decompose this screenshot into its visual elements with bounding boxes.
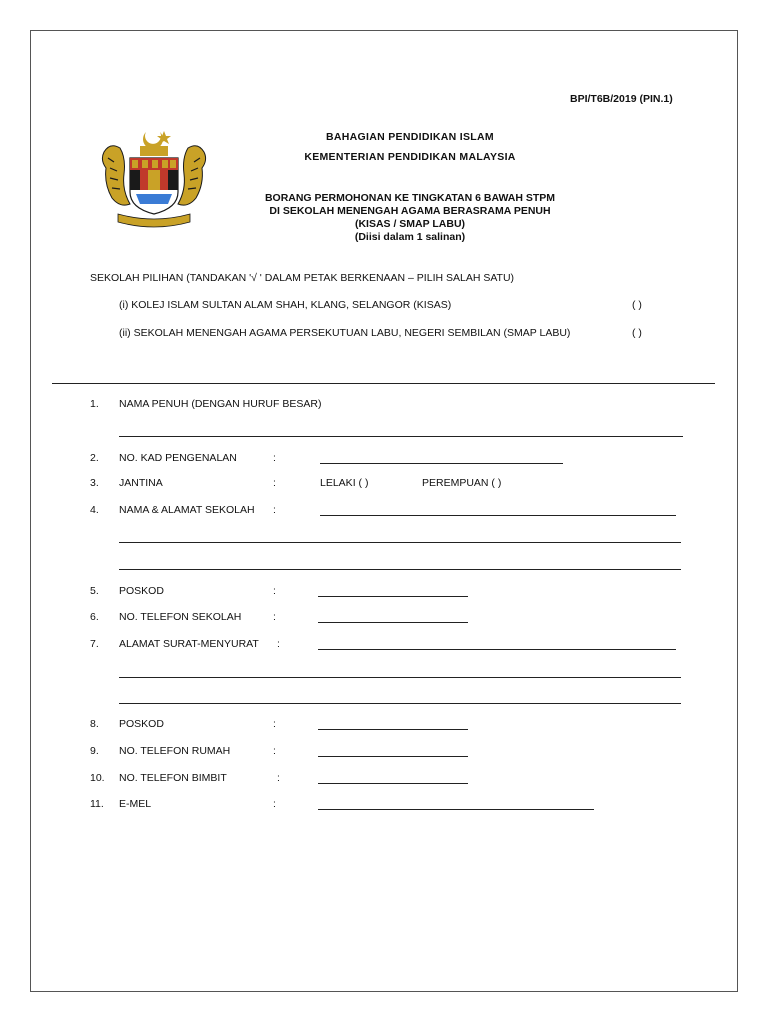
- gender-label: JANTINA: [119, 477, 163, 489]
- field-number: 11.: [90, 798, 104, 810]
- field-number: 2.: [90, 452, 99, 464]
- field-number: 6.: [90, 611, 99, 623]
- field-number: 9.: [90, 745, 99, 757]
- colon: :: [273, 585, 276, 597]
- school-phone-field[interactable]: [318, 622, 468, 623]
- home-phone-label: NO. TELEFON RUMAH: [119, 745, 231, 757]
- school-phone-label: NO. TELEFON SEKOLAH: [119, 611, 242, 623]
- school-postcode-field[interactable]: [318, 596, 468, 597]
- school-address-field-1[interactable]: [320, 515, 676, 516]
- field-number: 3.: [90, 477, 99, 489]
- colon: :: [273, 718, 276, 730]
- ic-number-label: NO. KAD PENGENALAN: [119, 452, 237, 464]
- field-number: 8.: [90, 718, 99, 730]
- document-code: BPI/T6B/2019 (PIN.1): [570, 93, 673, 105]
- mobile-phone-field[interactable]: [318, 783, 468, 784]
- header-line-2: KEMENTERIAN PENDIDIKAN MALAYSIA: [304, 151, 516, 163]
- mailing-address-field-1[interactable]: [318, 649, 676, 650]
- postcode-field[interactable]: [318, 729, 468, 730]
- mailing-address-field-2[interactable]: [119, 677, 681, 678]
- colon: :: [273, 477, 276, 489]
- field-number: 10.: [90, 772, 105, 784]
- colon: :: [277, 772, 280, 784]
- form-title-line-1: BORANG PERMOHONAN KE TINGKATAN 6 BAWAH STPM: [264, 192, 556, 204]
- form-title-line-3: (KISAS / SMAP LABU): [354, 218, 466, 230]
- header-line-1: BAHAGIAN PENDIDIKAN ISLAM: [326, 131, 494, 143]
- form-title-line-2: DI SEKOLAH MENENGAH AGAMA BERASRAMA PENUH: [269, 205, 551, 217]
- school-address-field-3[interactable]: [119, 569, 681, 570]
- full-name-field[interactable]: [119, 436, 683, 437]
- field-number: 1.: [90, 398, 99, 410]
- malaysia-coat-of-arms-icon: [96, 128, 212, 232]
- mailing-address-field-3[interactable]: [119, 703, 681, 704]
- postcode-label: POSKOD: [119, 718, 164, 730]
- mailing-address-label: ALAMAT SURAT-MENYURAT: [119, 638, 259, 650]
- checkbox-smap-labu[interactable]: ( ): [632, 327, 642, 339]
- colon: :: [277, 638, 280, 650]
- school-option-kisas: (i) KOLEJ ISLAM SULTAN ALAM SHAH, KLANG, SELANGOR (KISAS): [119, 299, 452, 311]
- checkbox-female[interactable]: PEREMPUAN ( ): [422, 477, 502, 489]
- email-label: E-MEL: [119, 798, 152, 810]
- home-phone-field[interactable]: [318, 756, 468, 757]
- full-name-label: NAMA PENUH (DENGAN HURUF BESAR): [119, 398, 322, 410]
- section-divider: [52, 383, 715, 384]
- colon: :: [273, 452, 276, 464]
- checkbox-male[interactable]: LELAKI ( ): [320, 477, 369, 489]
- colon: :: [273, 745, 276, 757]
- checkbox-kisas[interactable]: ( ): [632, 299, 642, 311]
- field-number: 5.: [90, 585, 99, 597]
- mobile-phone-label: NO. TELEFON BIMBIT: [119, 772, 227, 784]
- colon: :: [273, 611, 276, 623]
- email-field[interactable]: [318, 809, 594, 810]
- form-title-line-4: (Diisi dalam 1 salinan): [354, 231, 466, 243]
- colon: :: [273, 504, 276, 516]
- school-address-field-2[interactable]: [119, 542, 681, 543]
- school-option-smap-labu: (ii) SEKOLAH MENENGAH AGAMA PERSEKUTUAN LABU, NEGERI SEMBILAN (SMAP LABU): [119, 327, 571, 339]
- field-number: 7.: [90, 638, 99, 650]
- school-choice-heading: SEKOLAH PILIHAN (TANDAKAN '√ ' DALAM PETAK BERKENAAN – PILIH SALAH SATU): [90, 272, 515, 284]
- school-name-address-label: NAMA & ALAMAT SEKOLAH: [119, 504, 255, 516]
- school-postcode-label: POSKOD: [119, 585, 164, 597]
- field-number: 4.: [90, 504, 99, 516]
- colon: :: [273, 798, 276, 810]
- ic-number-field[interactable]: [320, 463, 563, 464]
